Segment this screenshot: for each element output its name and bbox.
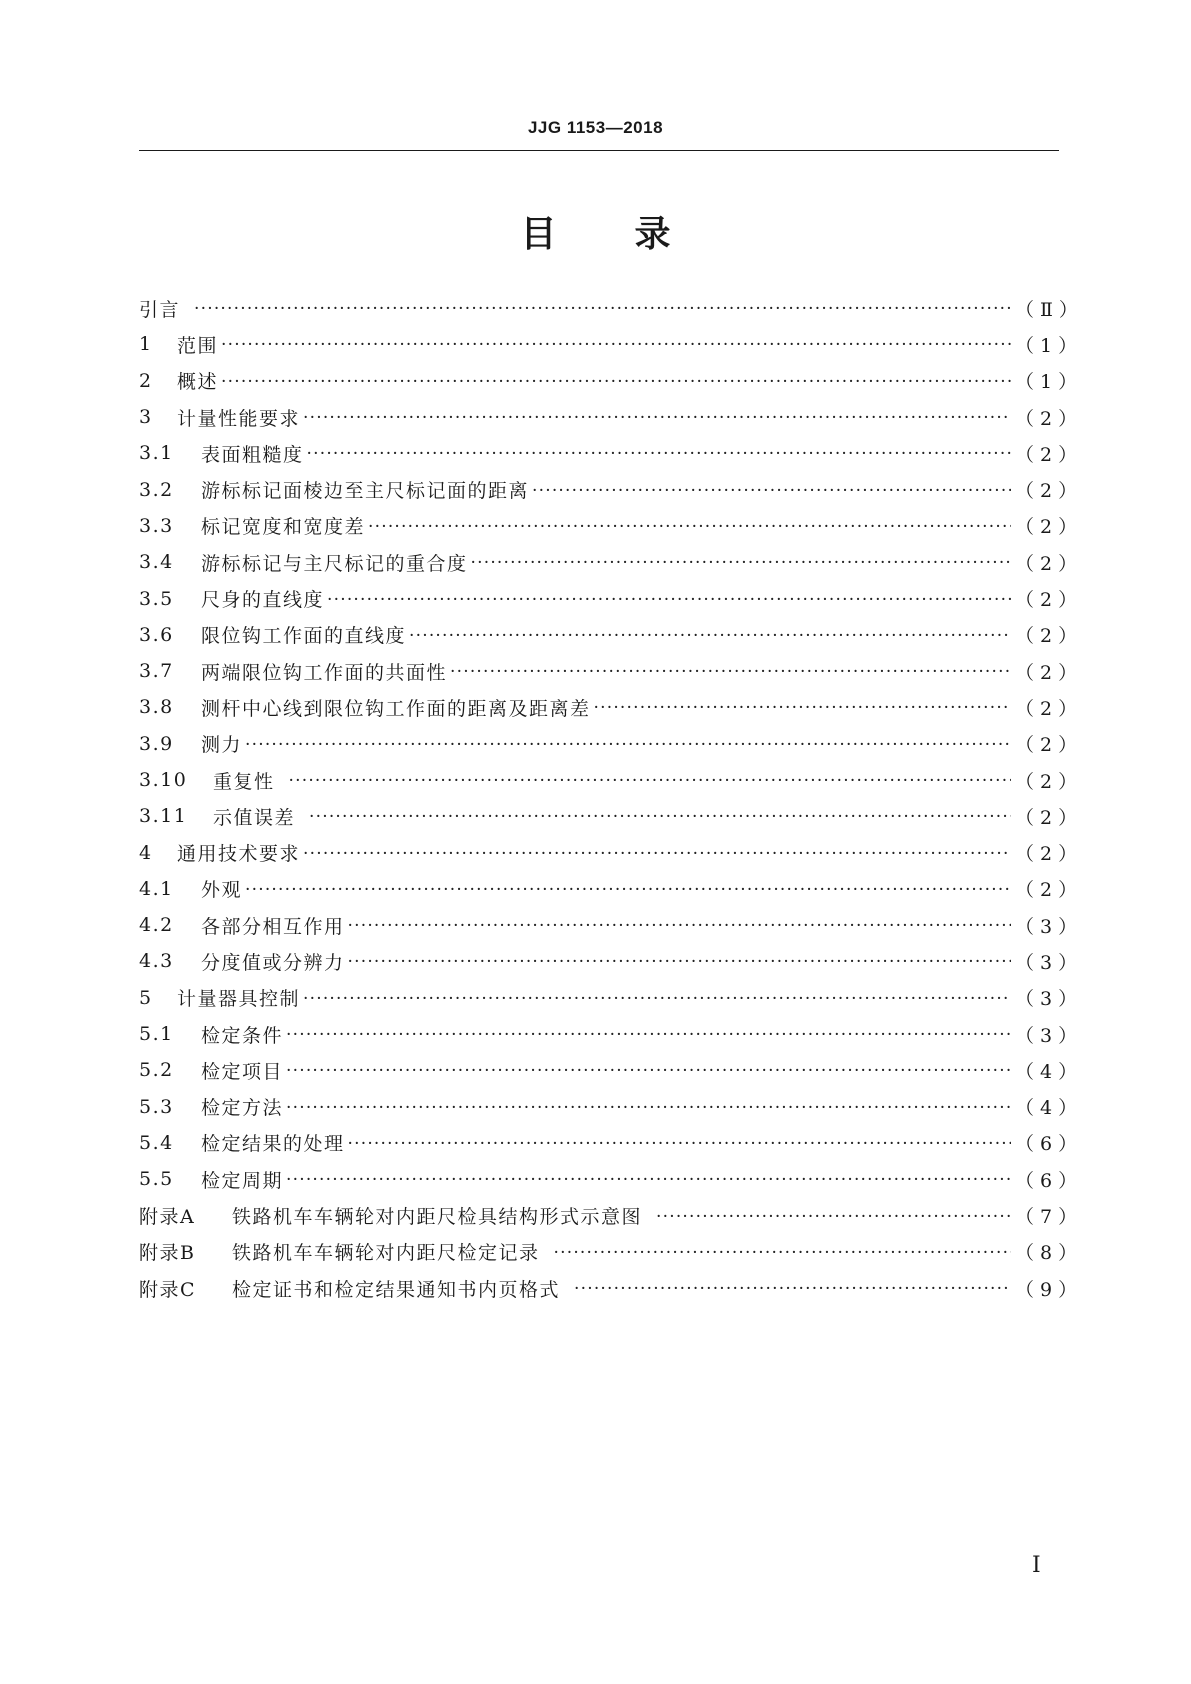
- toc-entry-number: 1: [139, 333, 153, 356]
- toc-leader-dots: [409, 624, 1011, 646]
- toc-entry-number: 5.3: [139, 1095, 174, 1118]
- toc-entry-page: （6）: [1015, 1133, 1084, 1156]
- toc-leader-dots: [471, 551, 1011, 573]
- toc-leader-dots: [348, 950, 1011, 972]
- toc-entry-number: 4.3: [139, 950, 174, 973]
- toc-entry-title: 检定方法: [201, 1097, 284, 1120]
- header-rule: [139, 150, 1059, 151]
- toc-entry-4-3[interactable]: [139, 943, 1084, 979]
- toc-entry-3-6[interactable]: [139, 617, 1084, 653]
- toc-entry-3-8[interactable]: [139, 689, 1084, 725]
- toc-entry-2[interactable]: [139, 363, 1084, 399]
- toc-entry-title: 限位钩工作面的直线度: [201, 625, 407, 648]
- toc-leader-dots: [221, 333, 1011, 355]
- toc-entry-page: （1）: [1015, 371, 1084, 394]
- toc-leader-dots: [307, 442, 1011, 464]
- toc-entry-3-9[interactable]: [139, 726, 1084, 762]
- toc-entry-title: 重复性: [213, 770, 275, 793]
- toc-entry-5-4[interactable]: [139, 1125, 1084, 1161]
- toc-entry-number: 4: [139, 841, 153, 864]
- toc-entry-title: 分度值或分辨力: [201, 951, 345, 974]
- toc-entry-page: （2）: [1015, 661, 1084, 684]
- toc-entry-number: 3.7: [139, 660, 174, 683]
- toc-entry-5-2[interactable]: [139, 1052, 1084, 1088]
- toc-entry-3-7[interactable]: [139, 653, 1084, 689]
- toc-entry-title: 引言: [139, 298, 181, 321]
- toc-entry-title: 计量性能要求: [177, 407, 301, 430]
- toc-leader-dots: [194, 297, 1011, 319]
- toc-entry-number: 3.6: [139, 623, 174, 646]
- toc-entry-page: （2）: [1015, 552, 1084, 575]
- toc-leader-dots: [656, 1205, 1011, 1227]
- toc-entry-page: （2）: [1015, 443, 1084, 466]
- toc-entry-title: 检定项目: [201, 1060, 284, 1083]
- toc-leader-dots: [574, 1277, 1011, 1299]
- toc-leader-dots: [348, 914, 1011, 936]
- toc-entry-page: （2）: [1015, 516, 1084, 539]
- toc-entry-title: 游标标记面棱边至主尺标记面的距离: [201, 480, 530, 503]
- toc-entry-page: （2）: [1015, 625, 1084, 648]
- toc-entry-page: （2）: [1015, 734, 1084, 757]
- toc-entry-number: 3.2: [139, 478, 174, 501]
- toc-leader-dots: [532, 479, 1011, 501]
- toc-entry-page: （2）: [1015, 879, 1084, 902]
- toc-entry-page: （2）: [1015, 770, 1084, 793]
- toc-entry-5-1[interactable]: [139, 1016, 1084, 1052]
- toc-entry-number: 5.2: [139, 1059, 174, 1082]
- toc-entry-number: 3.4: [139, 551, 174, 574]
- toc-entry-5-3[interactable]: [139, 1089, 1084, 1125]
- toc-entry-page: （3）: [1015, 951, 1084, 974]
- toc-entry-1[interactable]: [139, 326, 1084, 362]
- toc-entry-number: 附录C: [139, 1278, 197, 1301]
- toc-entry-number: 附录B: [139, 1242, 196, 1265]
- toc-entry-number: 3.8: [139, 696, 174, 719]
- toc-entry-5-5[interactable]: [139, 1161, 1084, 1197]
- toc-entry-title: 示值误差: [213, 806, 296, 829]
- toc-entry-page: （9）: [1015, 1278, 1084, 1301]
- toc-entry-title: 表面粗糙度: [201, 443, 304, 466]
- toc-leader-dots: [594, 696, 1011, 718]
- toc-entry-title: 检定条件: [201, 1024, 284, 1047]
- toc-leader-dots: [221, 370, 1011, 392]
- toc-entry-title: 通用技术要求: [177, 843, 301, 866]
- toc-entry-title: 游标标记与主尺标记的重合度: [201, 552, 468, 575]
- toc-entry-title: 测杆中心线到限位钩工作面的距离及距离差: [201, 697, 591, 720]
- toc-leader-dots: [286, 1096, 1011, 1118]
- toc-entry-number: 3.10: [139, 769, 188, 791]
- toc-entry-page: （2）: [1015, 589, 1084, 612]
- toc-entry-number: 5.4: [139, 1131, 174, 1154]
- toc-entry-title: 测力: [201, 734, 243, 757]
- toc-entry-title: 范围: [177, 334, 219, 357]
- toc-entry-4[interactable]: [139, 834, 1084, 870]
- toc-entry-number: 5.1: [139, 1023, 174, 1046]
- toc-entry-number: 4.1: [139, 877, 174, 900]
- toc-entry-page: （7）: [1015, 1206, 1084, 1229]
- toc-leader-dots: [309, 805, 1011, 827]
- page-title: [0, 206, 1191, 257]
- table-of-contents: [139, 290, 1084, 1306]
- toc-entry-title: 检定证书和检定结果通知书内页格式: [232, 1278, 561, 1301]
- toc-leader-dots: [286, 1023, 1011, 1045]
- toc-entry-number: 3.11: [139, 805, 188, 828]
- toc-entry-appendix-b[interactable]: [139, 1234, 1084, 1270]
- toc-leader-dots: [245, 878, 1011, 900]
- page-title-char-1: 目: [520, 214, 557, 255]
- toc-entry-title: 标记宽度和宽度差: [201, 516, 366, 539]
- toc-entry-page: （3）: [1015, 915, 1084, 938]
- toc-entry-number: 2: [139, 369, 153, 392]
- toc-entry-5[interactable]: [139, 980, 1084, 1016]
- toc-leader-dots: [368, 515, 1011, 537]
- toc-leader-dots: [303, 842, 1011, 864]
- toc-entry-page: （2）: [1015, 697, 1084, 720]
- toc-entry-3[interactable]: [139, 399, 1084, 435]
- toc-entry-page: （Ⅱ）: [1015, 298, 1084, 321]
- toc-entry-number: 3.1: [139, 442, 174, 465]
- toc-entry-title: 尺身的直线度: [201, 589, 325, 612]
- toc-entry-title: 两端限位钩工作面的共面性: [201, 661, 448, 684]
- toc-entry-4-2[interactable]: [139, 907, 1084, 943]
- toc-entry-number: 4.2: [139, 914, 174, 937]
- toc-entry-number: 5: [139, 986, 153, 1009]
- toc-entry-number: 3.3: [139, 514, 174, 537]
- toc-entry-3-2[interactable]: [139, 471, 1084, 507]
- document-code-header: JJG 1153—2018: [527, 118, 664, 137]
- toc-entry-page: （2）: [1015, 407, 1084, 430]
- toc-entry-title: 各部分相互作用: [201, 915, 345, 938]
- toc-entry-appendix-c[interactable]: [139, 1270, 1084, 1306]
- toc-entry-title: 铁路机车车辆轮对内距尺检具结构形式示意图: [232, 1206, 643, 1229]
- toc-entry-page: （3）: [1015, 1024, 1084, 1047]
- page-number: Ⅰ: [1032, 1553, 1041, 1578]
- toc-entry-3-1[interactable]: [139, 435, 1084, 471]
- toc-leader-dots: [450, 660, 1011, 682]
- toc-entry-3-10[interactable]: [139, 762, 1084, 798]
- toc-entry-3-3[interactable]: [139, 508, 1084, 544]
- toc-entry-page: （2）: [1015, 843, 1084, 866]
- toc-leader-dots: [286, 1059, 1011, 1081]
- toc-entry-page: （3）: [1015, 988, 1084, 1011]
- toc-entry-number: 3.9: [139, 732, 174, 755]
- page-title-char-2: 录: [634, 214, 671, 255]
- toc-entry-page: （8）: [1015, 1242, 1084, 1265]
- toc-leader-dots: [303, 406, 1011, 428]
- toc-leader-dots: [289, 769, 1011, 791]
- toc-leader-dots: [303, 987, 1011, 1009]
- toc-leader-dots: [286, 1168, 1011, 1190]
- toc-entry-page: （4）: [1015, 1097, 1084, 1120]
- toc-entry-3-5[interactable]: [139, 580, 1084, 616]
- toc-entry-appendix-a[interactable]: [139, 1197, 1084, 1233]
- toc-leader-dots: [327, 588, 1011, 610]
- toc-entry-page: （6）: [1015, 1169, 1084, 1192]
- toc-entry-number: 5.5: [139, 1168, 174, 1191]
- toc-entry-preface[interactable]: [139, 290, 1084, 326]
- toc-entry-number: 3: [139, 406, 153, 429]
- toc-leader-dots: [245, 733, 1011, 755]
- toc-entry-3-4[interactable]: [139, 544, 1084, 580]
- toc-entry-page: （2）: [1015, 806, 1084, 829]
- toc-entry-page: （2）: [1015, 480, 1084, 503]
- toc-entry-title: 铁路机车车辆轮对内距尺检定记录: [232, 1242, 540, 1265]
- toc-entry-3-11[interactable]: [139, 798, 1084, 834]
- toc-entry-title: 概述: [177, 371, 219, 394]
- toc-leader-dots: [554, 1241, 1011, 1263]
- toc-entry-number: 附录A: [139, 1206, 196, 1229]
- toc-entry-title: 检定结果的处理: [201, 1133, 345, 1156]
- toc-entry-4-1[interactable]: [139, 871, 1084, 907]
- toc-entry-page: （4）: [1015, 1060, 1084, 1083]
- toc-entry-number: 3.5: [139, 587, 174, 610]
- toc-entry-title: 计量器具控制: [177, 988, 301, 1011]
- toc-entry-title: 检定周期: [201, 1169, 284, 1192]
- toc-entry-title: 外观: [201, 879, 243, 902]
- toc-leader-dots: [348, 1132, 1011, 1154]
- toc-entry-page: （1）: [1015, 334, 1084, 357]
